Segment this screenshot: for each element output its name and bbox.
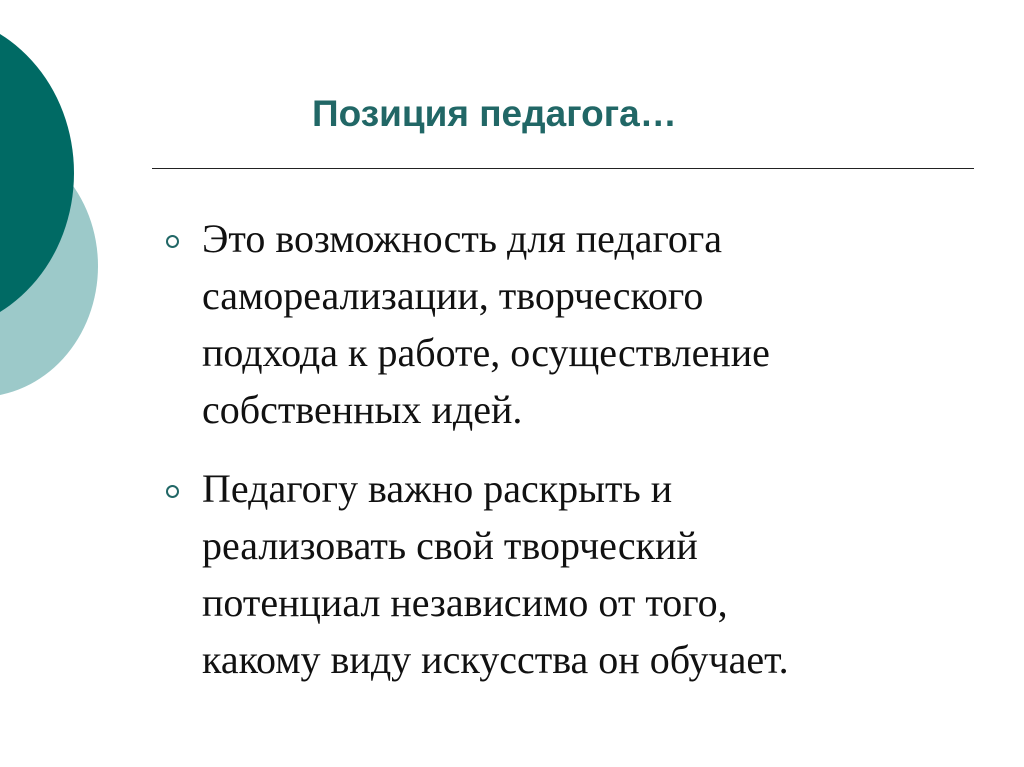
bullet-text-line: какому виду искусства он обучает. xyxy=(202,637,789,682)
bullet-text-line: Педагогу важно раскрыть и xyxy=(202,466,673,511)
bullet-text-line: самореализации, творческого xyxy=(202,273,704,318)
bullet-item xyxy=(164,210,964,438)
hollow-circle-bullet-icon xyxy=(166,485,179,498)
bullet-text-line: Это возможность для педагога xyxy=(202,216,723,261)
bullet-text-line: реализовать свой творческий xyxy=(202,523,698,568)
bullet-text-line: подхода к работе, осуществление xyxy=(202,330,770,375)
bullet-list xyxy=(164,210,964,710)
hollow-circle-bullet-icon xyxy=(166,235,179,248)
bullet-text-line: собственных идей. xyxy=(202,387,523,432)
slide-title: Позиция педагога… xyxy=(312,93,677,134)
title-divider xyxy=(152,168,974,169)
bullet-item xyxy=(164,460,964,688)
bullet-text-line: потенциал независимо от того, xyxy=(202,580,728,625)
